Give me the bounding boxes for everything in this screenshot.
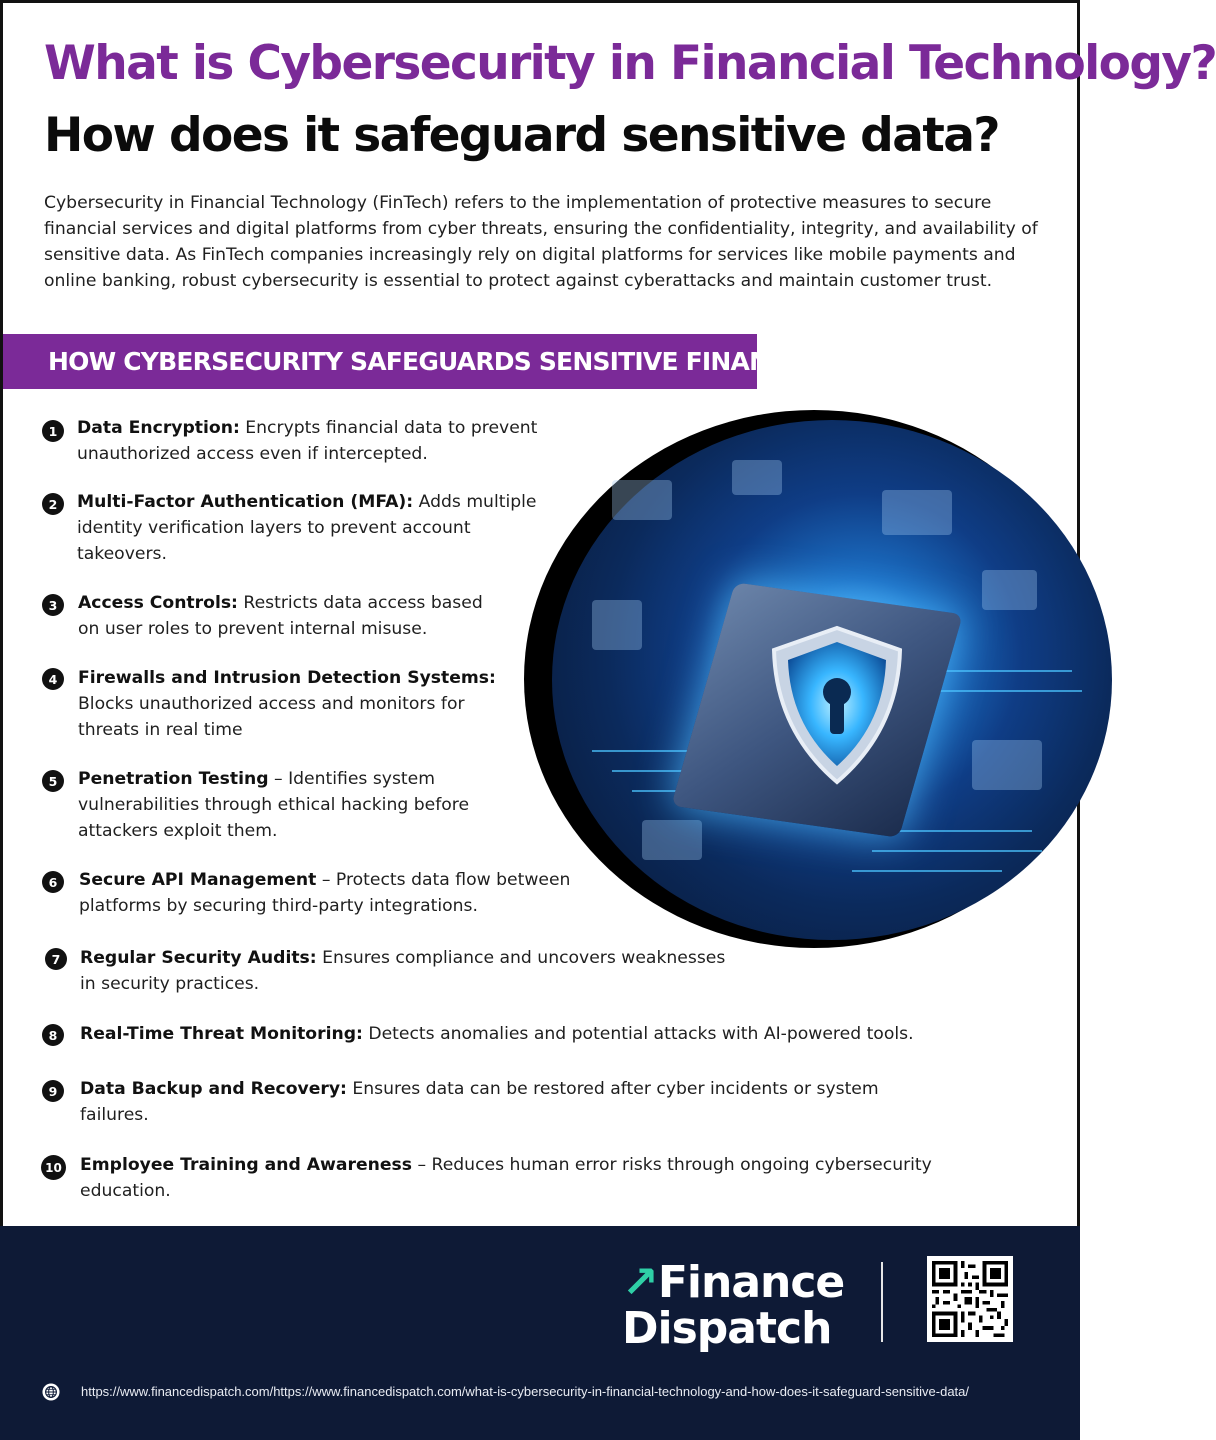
list-item xyxy=(79,867,589,919)
item-number-badge: 10 xyxy=(41,1155,66,1180)
item-text: – Identifies system vulnerabilities through ethical hacking before attackers exploit them. xyxy=(78,769,470,841)
footer xyxy=(0,1226,1080,1440)
qr-code-icon xyxy=(932,1261,1008,1337)
section-heading: HOW CYBERSECURITY SAFEGUARDS SENSITIVE FINANCIAL DATA xyxy=(48,347,907,376)
circuit-board-image xyxy=(552,420,1112,940)
logo-arrow-icon: ↗ xyxy=(622,1257,658,1308)
item-title: Data Backup and Recovery: xyxy=(80,1079,347,1099)
logo-line1: Finance xyxy=(657,1257,845,1308)
item-title: Multi-Factor Authentication (MFA): xyxy=(77,492,414,512)
item-title: Secure API Management xyxy=(79,870,317,890)
logo-line2: Dispatch xyxy=(622,1303,832,1354)
item-number-badge: 3 xyxy=(42,594,64,616)
list-item xyxy=(80,1152,1000,1204)
item-title: Real-Time Threat Monitoring: xyxy=(80,1024,363,1044)
item-number-badge: 2 xyxy=(42,493,64,515)
list-item xyxy=(78,590,508,642)
item-number-badge: 1 xyxy=(42,420,64,442)
item-text: Restricts data access based on user roles to prevent internal misuse. xyxy=(78,593,483,639)
page-title: What is Cybersecurity in Financial Technology? xyxy=(44,36,1216,91)
source-url-link[interactable]: https://www.financedispatch.com/https://www.financedispatch.com/what-is-cybersecurity-in-financial-technology-and-how-does-it-safeguard-sensitive-data/ xyxy=(81,1384,970,1399)
item-title: Employee Training and Awareness xyxy=(80,1155,412,1175)
item-number-badge: 7 xyxy=(45,948,67,970)
item-text: Adds multiple identity verification layers to prevent account takeovers. xyxy=(77,492,537,564)
globe-icon xyxy=(42,1383,60,1401)
item-text: – Protects data flow between platforms by securing third-party integrations. xyxy=(79,870,571,916)
item-text: Blocks unauthorized access and monitors for threats in real time xyxy=(78,694,465,740)
item-text: Ensures data can be restored after cyber incidents or system failures. xyxy=(80,1079,879,1125)
item-title: Firewalls and Intrusion Detection Systems: xyxy=(78,668,496,688)
item-title: Access Controls: xyxy=(78,593,238,613)
list-item xyxy=(77,489,552,567)
shield-lock-icon xyxy=(762,620,912,790)
item-text: – Reduces human error risks through ongoing cybersecurity education. xyxy=(80,1155,932,1201)
item-title: Data Encryption: xyxy=(77,418,240,438)
list-item xyxy=(80,1076,910,1128)
section-banner xyxy=(3,334,907,389)
finance-dispatch-logo[interactable] xyxy=(622,1257,852,1354)
list-item xyxy=(78,665,498,743)
item-number-badge: 9 xyxy=(42,1080,64,1102)
item-text: Detects anomalies and potential attacks with AI-powered tools. xyxy=(362,1024,914,1044)
cybersecurity-illustration xyxy=(524,410,1080,948)
item-number-badge: 8 xyxy=(42,1024,64,1046)
qr-code[interactable] xyxy=(927,1256,1013,1342)
list-item xyxy=(78,766,508,844)
footer-divider xyxy=(881,1262,883,1342)
item-number-badge: 5 xyxy=(42,770,64,792)
item-text: Ensures compliance and uncovers weaknesses in security practices. xyxy=(80,948,726,994)
item-text: Encrypts financial data to prevent unauthorized access even if intercepted. xyxy=(77,418,538,464)
list-item xyxy=(80,1021,1040,1047)
page-subtitle: How does it safeguard sensitive data? xyxy=(44,108,999,163)
item-title: Penetration Testing xyxy=(78,769,269,789)
list-item xyxy=(80,945,740,997)
item-title: Regular Security Audits: xyxy=(80,948,317,968)
item-number-badge: 6 xyxy=(42,871,64,893)
list-item xyxy=(77,415,567,467)
item-number-badge: 4 xyxy=(42,668,64,690)
intro-paragraph: Cybersecurity in Financial Technology (FinTech) refers to the implementation of protective measures to secure financial services and digital platforms from cyber threats, ensuring the confidentiality, integrity, and availability of sensitive data. As FinTech companies increasingly rely on digital platforms for services like mobile payments and online banking, robust cybersecurity is essential to protect against cyberattacks and maintain customer trust. xyxy=(44,193,1038,291)
